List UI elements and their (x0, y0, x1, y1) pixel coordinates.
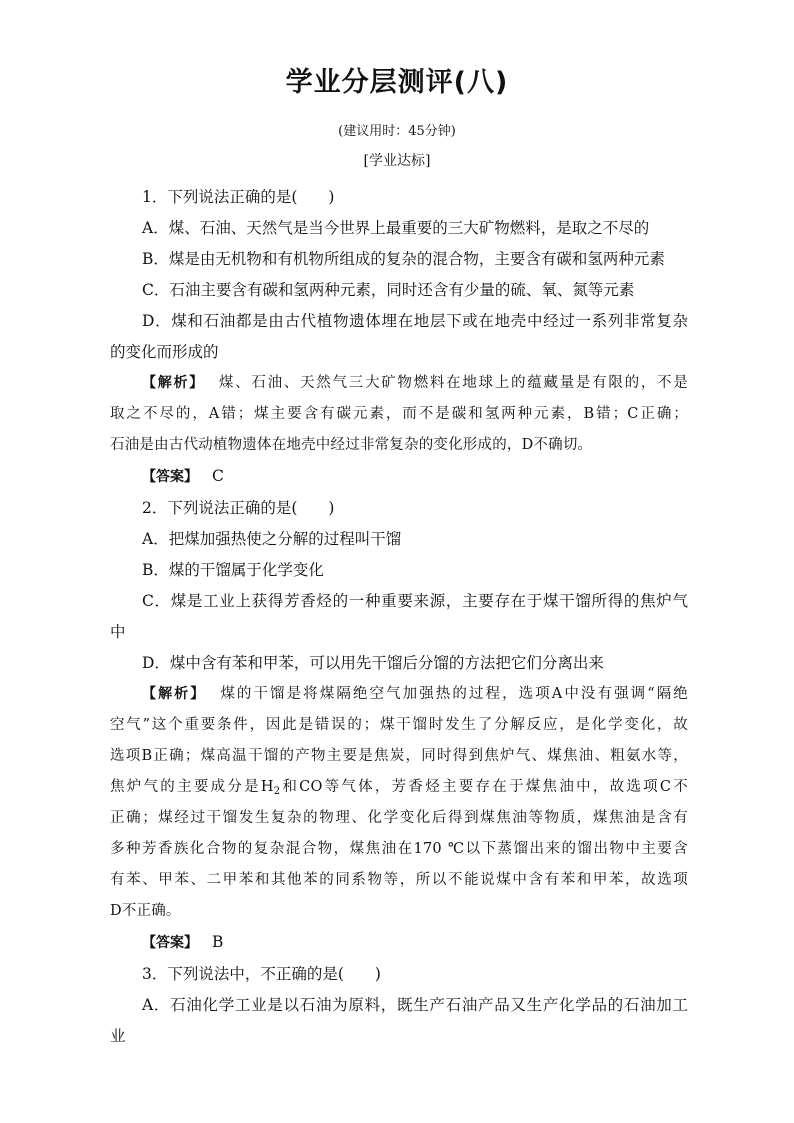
page-title: 学业分层测评(八) (285, 67, 509, 98)
q3-stem: 3．下列说法中，不正确的是( ) (142, 965, 381, 983)
q1-option-d-line1: D．煤和石油都是由古代植物遗体埋在地层下或在地壳中经过一系列非常复杂 (142, 312, 688, 330)
q2-analysis-line7: 有苯、甲苯、二甲苯和其他苯的同系物等，所以不能说煤中含有苯和甲苯，故选项 (110, 872, 688, 888)
q2-option-b: B．煤的干馏属于化学变化 (142, 561, 324, 579)
q2-analysis-line3: 选项B正确；煤高温干馏的产物主要是焦炭，同时得到焦炉气、煤焦油、粗氨水等， (110, 748, 688, 764)
h2-subscript: 2 (273, 786, 281, 797)
q2-stem: 2．下列说法正确的是( ) (142, 499, 335, 517)
q1-analysis-line3: 石油是由古代动植物遗体在地壳中经过非常复杂的变化形成的，D不确切。 (110, 437, 593, 453)
answer-label: 【答案】 (142, 935, 198, 951)
q1-option-b: B．煤是由无机物和有机物所组成的复杂的混合物，主要含有碳和氢两种元素 (142, 250, 665, 268)
q3-option-a-line2: 业 (110, 1027, 126, 1045)
q2-answer-value: B (212, 933, 224, 951)
analysis-label: 【解析】 (142, 375, 205, 391)
q1-option-a: A．煤、石油、天然气是当今世界上最重要的三大矿物燃料，是取之不尽的 (142, 219, 650, 237)
q2-option-a: A．把煤加强热使之分解的过程叫干馏 (142, 530, 402, 548)
q2-analysis-line6: 多种芳香族化合物的复杂混合物，煤焦油在170 ℃以下蒸馏出来的馏出物中主要含 (110, 841, 688, 857)
q2-option-d: D．煤中含有苯和甲苯，可以用先干馏后分馏的方法把它们分离出来 (142, 654, 604, 672)
answer-label: 【答案】 (142, 469, 198, 485)
time-hint: (建议用时：45分钟) (338, 124, 456, 139)
q1-stem: 1．下列说法正确的是( ) (142, 188, 335, 206)
q1-analysis-line2: 取之不尽的，A错；煤主要含有碳元素，而不是碳和氢两种元素，B错；C正确； (110, 406, 688, 422)
q2-analysis-line4 (110, 772, 688, 803)
q1-answer-value: C (212, 467, 224, 485)
q2-analysis-line5: 正确；煤经过干馏发生复杂的物理、化学变化后得到煤焦油等物质，煤焦油是含有 (110, 810, 688, 826)
q2-option-c-line2: 中 (110, 623, 126, 641)
q1-option-d-line2: 的变化而形成的 (110, 343, 219, 361)
q1-analysis-line1 (110, 368, 688, 399)
q1-option-c: C．石油主要含有碳和氢两种元素，同时还含有少量的硫、氧、氮等元素 (142, 281, 635, 299)
q3-option-a-line1: A．石油化学工业是以石油为原料，既生产石油产品又生产化学品的石油加工 (142, 996, 688, 1014)
q2-analysis-text4a: 焦炉气的主要成分是H (110, 779, 274, 795)
q1-analysis-text1: 煤、石油、天然气三大矿物燃料在地球上的蕴藏量是有限的，不是 (218, 375, 688, 391)
q2-analysis-line2: 空气”这个重要条件，因此是错误的；煤干馏时发生了分解反应，是化学变化，故 (110, 717, 688, 733)
q2-analysis-text1: 煤的干馏是将煤隔绝空气加强热的过程，选项A中没有强调“隔绝 (220, 686, 688, 702)
analysis-label: 【解析】 (142, 686, 207, 702)
q2-analysis-line8: D不正确。 (110, 903, 181, 919)
document-body (110, 182, 688, 1052)
section-heading: [学业达标] (363, 153, 431, 169)
q2-option-c-line1: C．煤是工业上获得芳香烃的一种重要来源，主要存在于煤干馏所得的焦炉气 (142, 592, 688, 610)
q2-analysis-line1 (110, 679, 688, 710)
q1-answer (110, 461, 688, 493)
q2-analysis-text4b: 和CO等气体，芳香烃主要存在于煤焦油中，故选项C不 (280, 779, 688, 795)
q2-answer (110, 927, 688, 959)
